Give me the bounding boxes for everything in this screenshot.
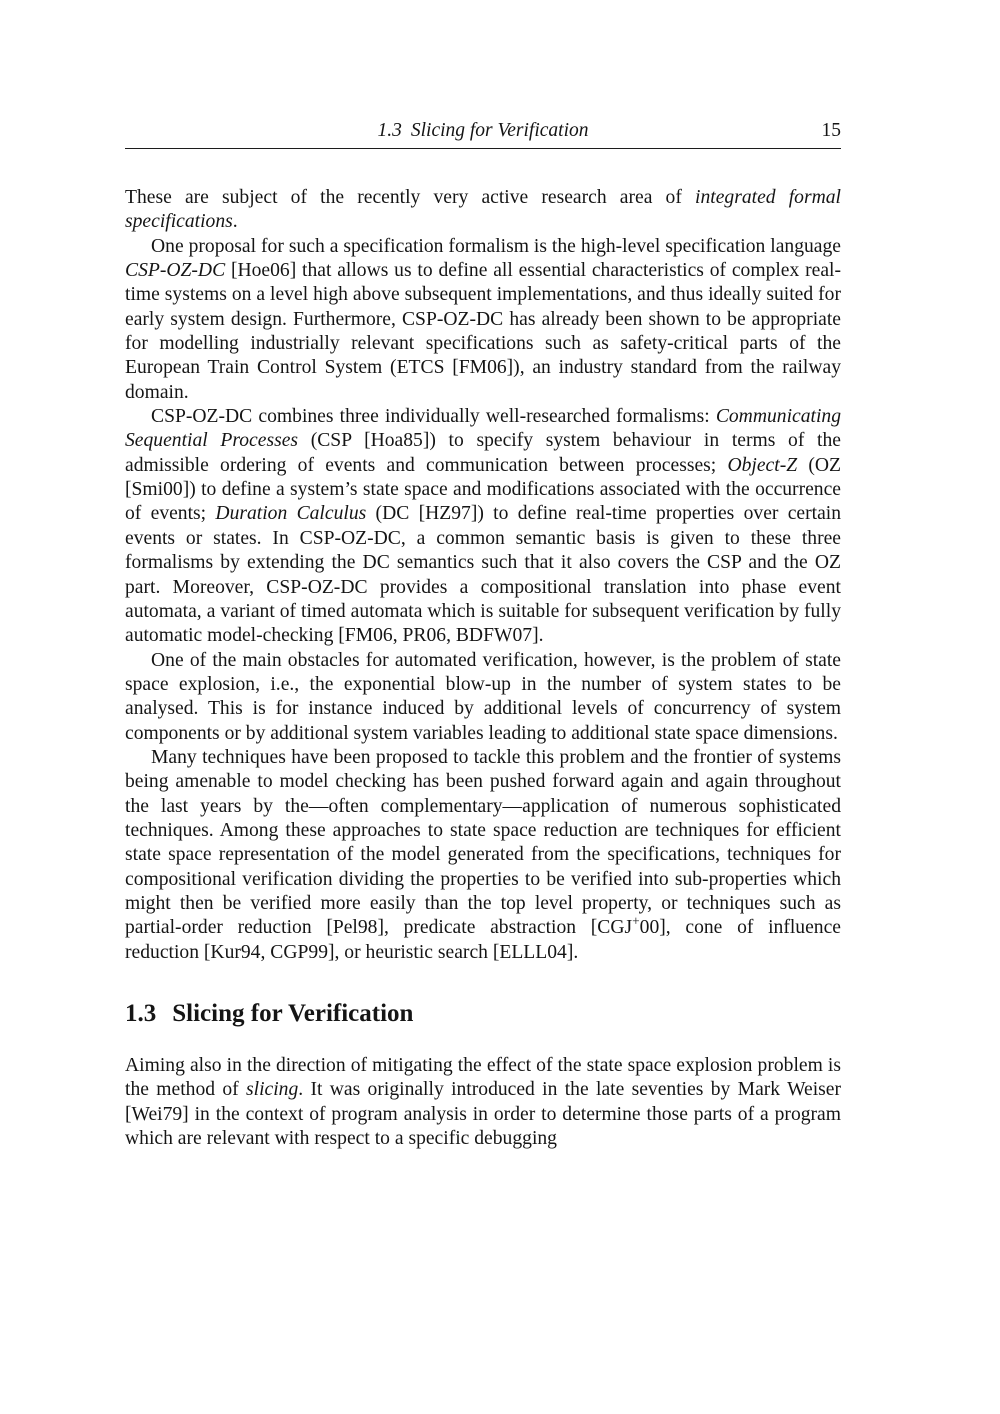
section-heading-title: Slicing for Verification xyxy=(172,1000,414,1027)
running-header-line xyxy=(125,120,841,144)
text-run: CSP-OZ-DC combines three individually well-researched formalisms: xyxy=(151,406,716,428)
text-run: These are subject of the recently very active research area of xyxy=(125,187,696,208)
text-run: Many techniques have been proposed to tackle this problem and the frontier of systems being amenable to model checking has been pushed forward again and again throughout the last years by the—often complementary—application of numerous sophisticated techniques. Among these approaches to state space reduction are techniques for efficient state space representation of the model generated from the specifications, techniques for compositional verification dividing the properties to be verified into sub-properties which might then be verified more easily than the top level property, or techniques such as partial-order reduction [Pel98], predicate abstraction [CGJ xyxy=(125,746,841,939)
paragraph xyxy=(125,186,841,235)
italic-run: CSP-OZ-DC xyxy=(125,260,226,282)
superscript-run: + xyxy=(632,913,640,929)
text-run: [Hoe06] that allows us to define all essential characteristics of complex real-time systems on a level high above subsequent implementations, and thus ideally suited for early system design. Furthermore, CSP-OZ-DC has already been shown to be appropriate for modelling industrially relevant specifications such as safety-critical parts of the European Train Control System (ETCS [FM06]), an industry standard from the railway domain. xyxy=(125,260,841,403)
text-run: . It was originally introduced in the late seventies by Mark Weiser [Wei79] in the context of program analysis in order to determine those parts of a program which are relevant with respect to a specific debugging xyxy=(125,1079,841,1150)
text-run: (CSP [Hoa85]) to specify system behaviour in terms of the admissible ordering of events and communication between processes; xyxy=(125,430,841,476)
text-run: Aiming also in the direction of mitigating the effect of the state space explosion problem is the method of xyxy=(125,1055,841,1101)
running-header xyxy=(125,120,841,157)
text-run: 00], cone of influence reduction [Kur94, CGP99], or heuristic search [ELLL04]. xyxy=(125,917,841,963)
italic-run: Object-Z xyxy=(727,454,798,476)
section-heading xyxy=(125,999,841,1029)
text-run: One proposal for such a specification formalism is the high-level specification language xyxy=(151,235,841,257)
paragraph xyxy=(125,746,841,965)
running-header-section-number: 1.3 xyxy=(377,120,402,141)
text-run: One of the main obstacles for automated verification, however, is the problem of state space explosion, i.e., the exponential blow-up in the number of system states to be analysed. This is for instance induced by additional levels of concurrency of system components or by additional system variables leading to additional state space dimensions. xyxy=(125,649,841,744)
paragraph xyxy=(125,405,841,648)
text-run: . xyxy=(232,211,238,233)
text-run: (DC [HZ97]) to define real-time properties over certain events or states. In CSP-OZ-DC, a common semantic basis is given to these three formalisms by extending the DC semantics such that it also covers the CSP and the OZ part. Moreover, CSP-OZ-DC provides a compositional translation into phase event automata, a variant of timed automata which is suitable for subsequent verification by fully automatic model-checking [FM06, PR06, BDFW07]. xyxy=(125,503,842,647)
italic-run: Duration Calculus xyxy=(215,503,367,525)
section-heading-number: 1.3 xyxy=(125,1000,157,1027)
paragraph xyxy=(125,1054,841,1151)
paragraph xyxy=(125,649,841,746)
header-rule xyxy=(125,148,841,149)
running-header-section-title: Slicing for Verification xyxy=(410,120,589,141)
paragraph xyxy=(125,235,841,405)
text-run: (OZ [Smi00]) to define a system’s state space and modifications associated with the occurrence of events; xyxy=(125,454,842,525)
italic-run: slicing xyxy=(246,1079,299,1101)
italic-run: integrated formal specifications xyxy=(125,187,841,233)
running-header-title xyxy=(125,120,841,142)
italic-run: Communicating Sequential Processes xyxy=(125,406,841,452)
page-number: 15 xyxy=(821,120,841,141)
text-column xyxy=(125,186,841,1151)
